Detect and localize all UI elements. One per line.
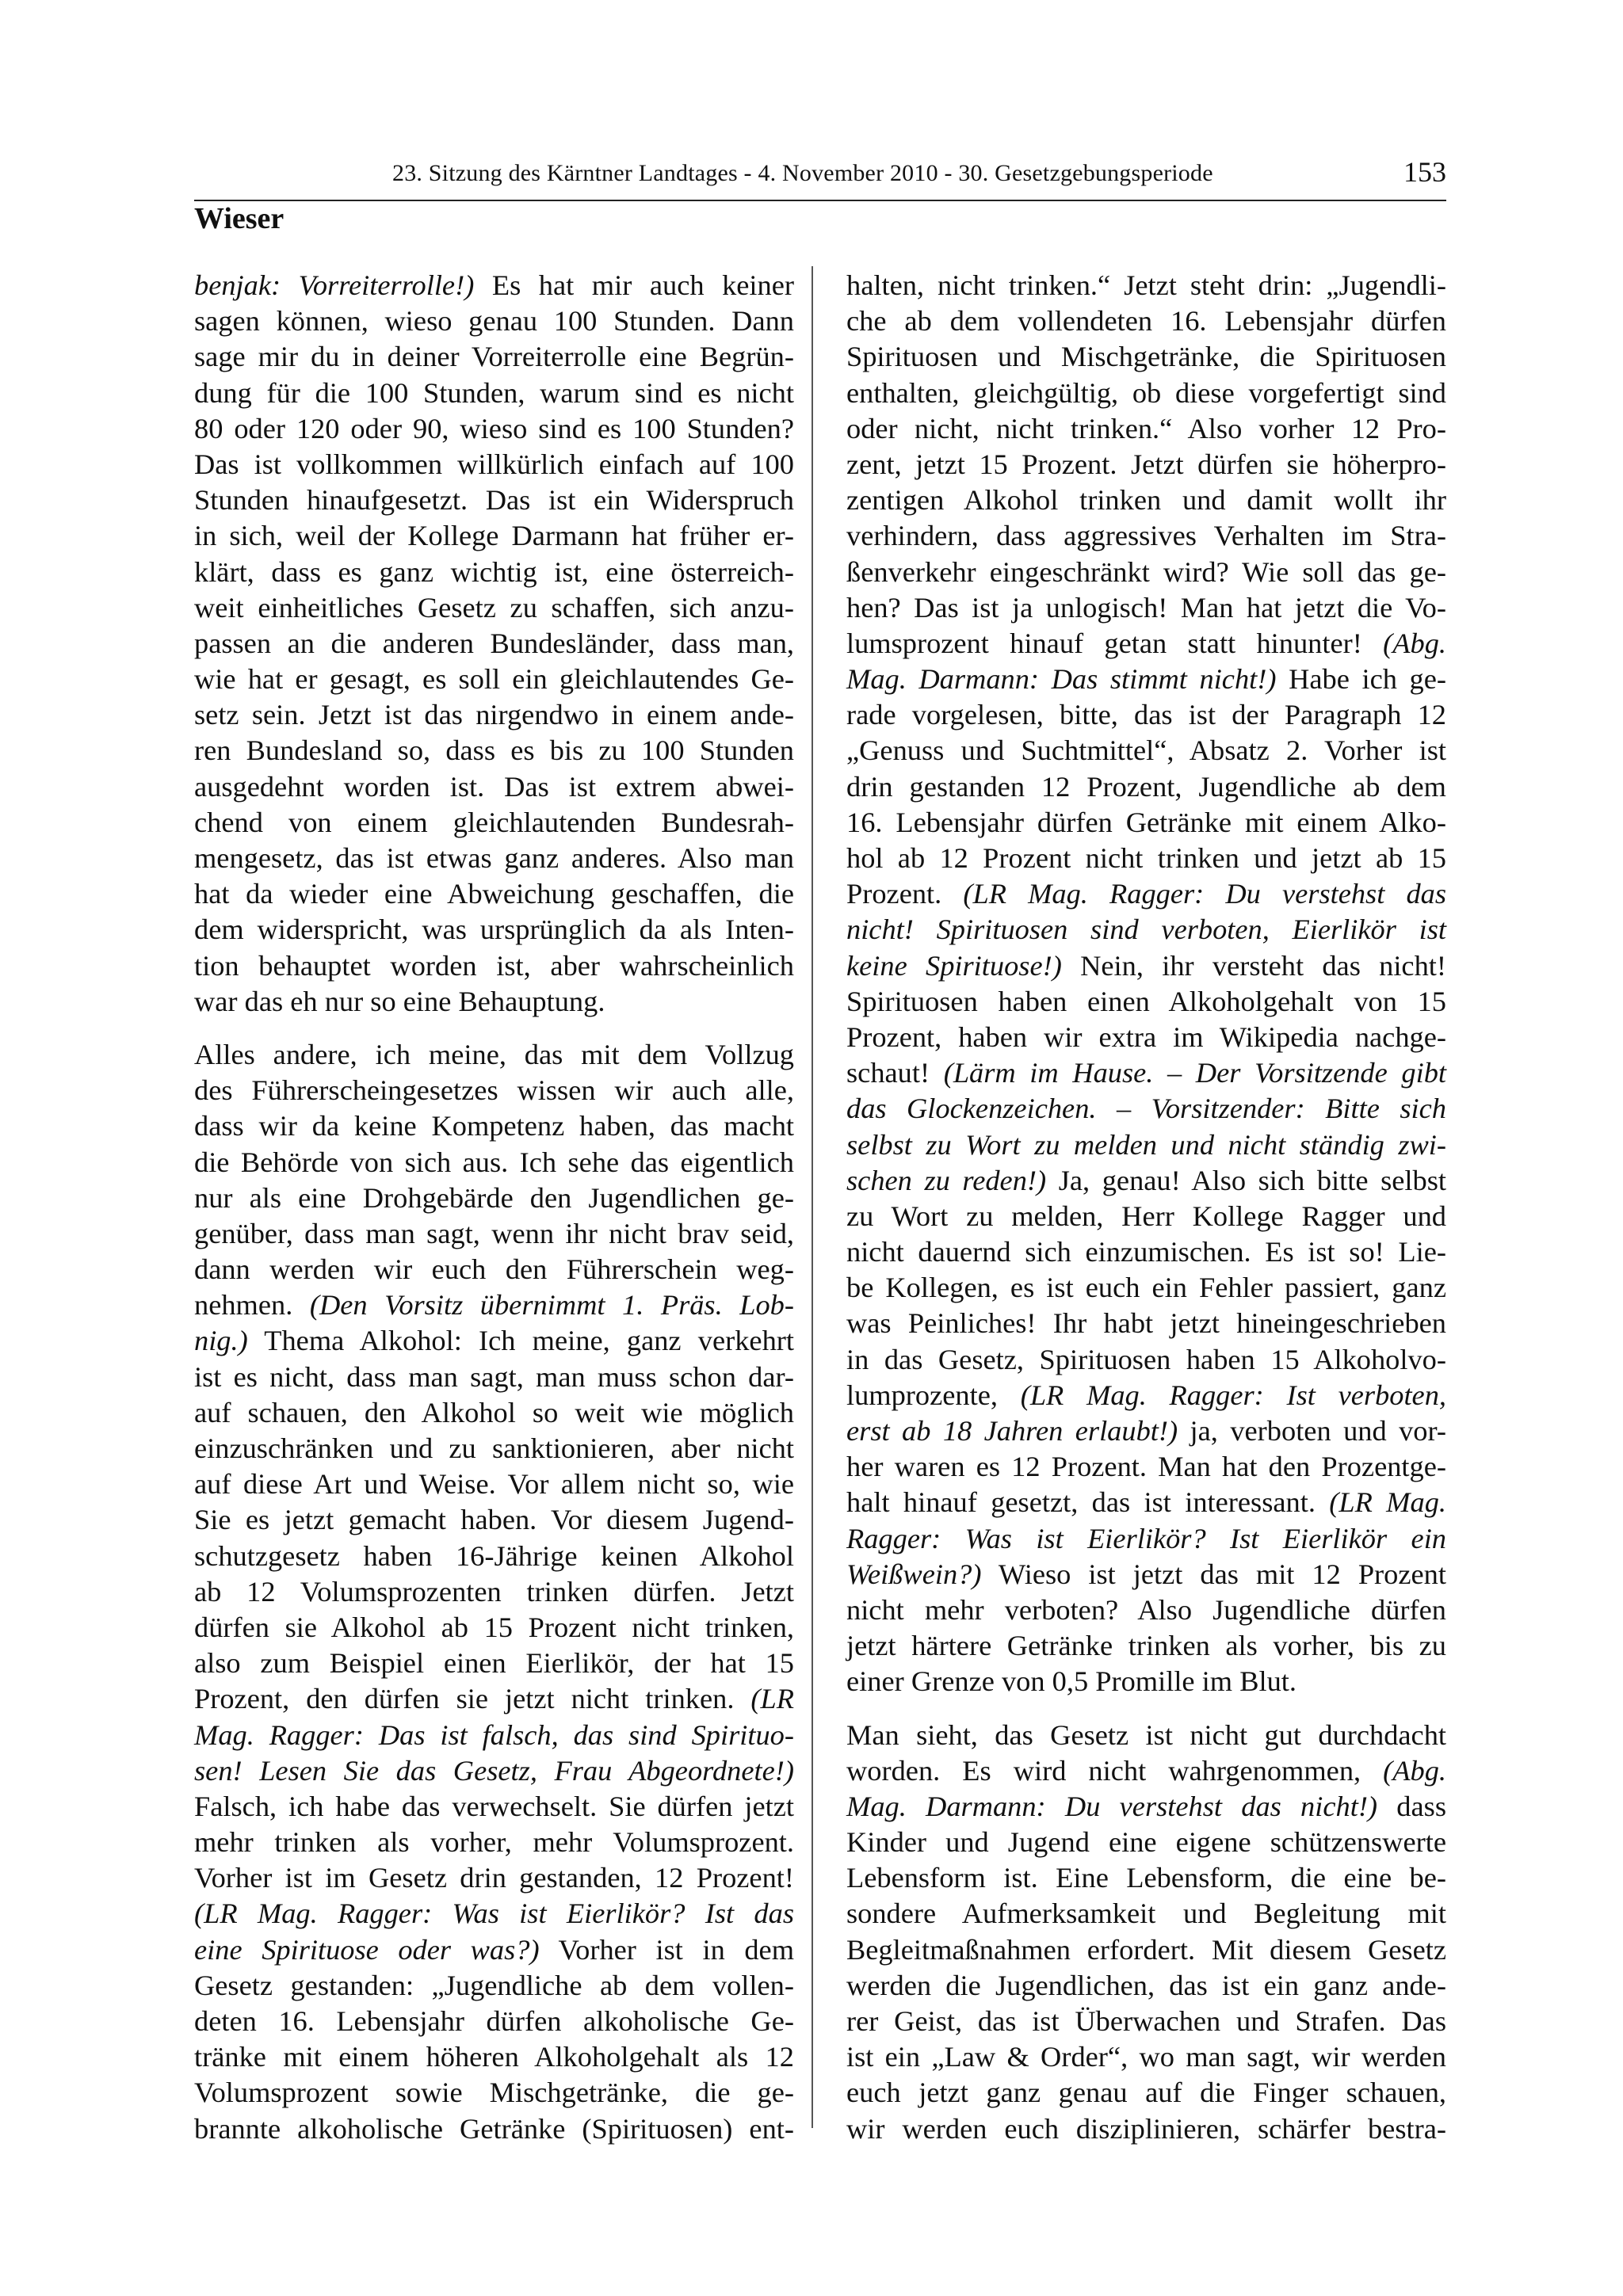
speech-text: zu Wort zu melden, Herr Kollege Ragger und <box>846 1199 1446 1232</box>
interjection-text: selbst zu Wort zu melden und nicht ständig zwi- <box>846 1128 1446 1161</box>
speech-text: 80 oder 120 oder 90, wieso sind es 100 Stunden? <box>194 412 794 444</box>
speech-text: passen an die anderen Bundesländer, dass man, <box>194 627 794 659</box>
speech-text: einer Grenze von 0,5 Promille im Blut. <box>846 1665 1296 1698</box>
speech-text: weit einheitliches Gesetz zu schaffen, sich anzu- <box>194 591 794 624</box>
text-line <box>846 482 1446 518</box>
speech-text: Wieso ist jetzt das mit 12 Prozent <box>981 1558 1446 1590</box>
speech-text: schaut! <box>846 1057 944 1089</box>
speech-text: dürfen sie Alkohol ab 15 Prozent nicht trinken, <box>194 1611 794 1643</box>
text-line <box>846 697 1446 733</box>
interjection-text: erst ab 18 Jahren erlaubt!) <box>846 1415 1178 1447</box>
text-line <box>194 411 794 447</box>
speech-text: Vorher ist im Gesetz drin gestanden, 12 Prozent! <box>194 1862 794 1894</box>
text-line <box>194 841 794 876</box>
speech-text: nicht mehr verboten? Also Jugendliche dürfen <box>846 1593 1446 1626</box>
speech-text: verhindern, dass aggressives Verhalten im Stra- <box>846 520 1446 552</box>
text-line <box>194 1860 794 1896</box>
speech-text: worden. Es wird nicht wahrgenommen, <box>846 1754 1384 1787</box>
speech-text: Falsch, ich habe das verwechselt. Sie dürfen jetzt <box>194 1790 794 1822</box>
speech-text: halten, nicht trinken.“ Jetzt steht drin: „Jugendli- <box>846 269 1446 301</box>
text-line <box>194 626 794 662</box>
text-line <box>194 1037 794 1073</box>
text-line <box>194 1252 794 1287</box>
text-line <box>194 447 794 482</box>
text-line <box>846 841 1446 876</box>
speech-text: „Genuss und Suchtmittel“, Absatz 2. Vorher ist <box>846 734 1446 767</box>
interjection-text: (LR Mag. Ragger: Ist verboten, <box>1020 1379 1447 1411</box>
text-line <box>846 1413 1446 1449</box>
paragraph-gap <box>194 1020 794 1037</box>
text-line <box>846 1163 1446 1199</box>
speech-text: Begleitmaßnahmen erfordert. Mit diesem Gesetz <box>846 1933 1446 1966</box>
text-line <box>194 1718 794 1753</box>
text-line <box>194 2111 794 2147</box>
header-rule <box>194 200 1446 201</box>
page-number: 153 <box>1403 156 1446 188</box>
speech-text: in sich, weil der Kollege Darmann hat früher er- <box>194 520 794 552</box>
right-column <box>846 268 1446 2147</box>
text-line <box>194 1610 794 1646</box>
speech-text: auf schauen, den Alkohol so weit wie möglich <box>194 1396 794 1428</box>
speech-text: setz sein. Jetzt ist das nirgendwo in einem ande- <box>194 699 794 731</box>
text-line <box>194 482 794 518</box>
text-line <box>194 2075 794 2111</box>
speech-text: drin gestanden 12 Prozent, Jugendliche ab dem <box>846 770 1446 803</box>
speech-text: Volumsprozent sowie Mischgetränke, die ge- <box>194 2077 794 2109</box>
text-line <box>194 1073 794 1108</box>
speech-text: genüber, dass man sagt, wenn ihr nicht brav seid, <box>194 1217 794 1249</box>
text-line <box>194 1216 794 1252</box>
speech-text: auf diese Art und Weise. Vor allem nicht so, wie <box>194 1468 794 1501</box>
speech-text: rade vorgelesen, bitte, das ist der Paragraph 12 <box>846 699 1446 731</box>
text-line <box>846 1020 1446 1055</box>
speech-text: schutzgesetz haben 16-Jährige keinen Alkohol <box>194 1539 794 1572</box>
text-line <box>846 1378 1446 1413</box>
speech-text: jetzt härtere Getränke trinken als vorher, bis zu <box>846 1630 1446 1662</box>
speech-text: einzuschränken und zu sanktionieren, aber nicht <box>194 1432 794 1464</box>
text-line <box>194 1539 794 1574</box>
speech-text: nur als eine Drohgebärde den Jugendlichen ge- <box>194 1181 794 1214</box>
speech-text: lumsprozent hinauf getan statt hinunter! <box>846 627 1384 659</box>
text-line <box>846 805 1446 841</box>
text-line <box>194 518 794 554</box>
text-line <box>846 626 1446 662</box>
text-line <box>846 1342 1446 1378</box>
text-line <box>194 1145 794 1180</box>
text-line <box>846 733 1446 769</box>
text-line <box>194 805 794 841</box>
speech-text: her waren es 12 Prozent. Man hat den Prozentge- <box>846 1451 1446 1483</box>
speech-text: Das ist vollkommen willkürlich einfach auf 100 <box>194 448 794 480</box>
text-line <box>846 2004 1446 2039</box>
header-title: 23. Sitzung des Kärntner Landtages - 4. November 2010 - 30. Gesetzgebungsperiode <box>392 160 1213 186</box>
speech-text: Kinder und Jugend eine eigene schützenswerte <box>846 1826 1446 1859</box>
speech-text: hat da wieder eine Abweichung geschaffen, die <box>194 878 794 910</box>
interjection-text: Mag. Darmann: Das stimmt nicht!) <box>846 663 1277 696</box>
text-line <box>846 590 1446 626</box>
text-line <box>846 1485 1446 1520</box>
speech-text: Es hat mir auch keiner <box>474 269 794 301</box>
text-line <box>194 1502 794 1538</box>
speech-text: Thema Alkohol: Ich meine, ganz verkehrt <box>247 1325 794 1357</box>
speech-text: ist es nicht, dass man sagt, man muss schon dar- <box>194 1360 794 1393</box>
speech-text: oder nicht, nicht trinken.“ Also vorher 12 Pro- <box>846 412 1446 444</box>
text-line <box>846 1557 1446 1592</box>
text-line <box>194 1287 794 1323</box>
speech-text: be Kollegen, es ist euch ein Fehler passiert, ganz <box>846 1272 1446 1304</box>
text-line <box>846 1127 1446 1163</box>
page-header <box>194 155 1446 201</box>
speech-text: zent, jetzt 15 Prozent. Jetzt dürfen sie höherpro- <box>846 448 1446 480</box>
interjection-text: Mag. Darmann: Du verstehst das nicht!) <box>846 1790 1378 1822</box>
interjection-text: benjak: Vorreiterrolle!) <box>194 269 475 301</box>
speech-text: hen? Das ist ja unlogisch! Man hat jetzt die Vo- <box>846 591 1446 624</box>
text-line <box>846 1270 1446 1306</box>
text-line <box>194 2004 794 2039</box>
speech-text: nicht dauernd sich einzumischen. Es ist so! Lie- <box>846 1236 1446 1268</box>
text-line <box>846 2039 1446 2075</box>
speech-text: Prozent. <box>846 878 964 910</box>
interjection-text: (Den Vorsitz übernimmt 1. Präs. Lob- <box>309 1289 794 1322</box>
speech-text: Gesetz gestanden: „Jugendliche ab dem vollen- <box>194 1969 794 2001</box>
speech-text: wir werden euch disziplinieren, schärfer bestra- <box>846 2112 1446 2145</box>
text-line <box>194 697 794 733</box>
text-line <box>846 303 1446 339</box>
speech-text: ren Bundesland so, dass es bis zu 100 Stunden <box>194 734 794 767</box>
speech-text: Alles andere, ich meine, das mit dem Vollzug <box>194 1038 794 1070</box>
speech-text: des Führerscheingesetzes wissen wir auch alle, <box>194 1074 794 1107</box>
speech-text: Ja, genau! Also sich bitte selbst <box>1046 1164 1447 1196</box>
speech-text: Lebensform ist. Eine Lebensform, die eine be- <box>846 1862 1446 1894</box>
text-line <box>194 2039 794 2075</box>
speech-text: lumprozente, <box>846 1379 1021 1411</box>
text-line <box>846 1664 1446 1699</box>
text-line <box>846 1306 1446 1341</box>
speech-text: Prozent, haben wir extra im Wikipedia nachge- <box>846 1020 1446 1053</box>
speech-text: ausgedehnt worden ist. Das ist extrem abwei- <box>194 770 794 803</box>
text-line <box>194 1646 794 1681</box>
interjection-text: nicht! Spirituosen sind verboten, Eierlikör ist <box>846 913 1446 946</box>
text-line <box>194 1825 794 1860</box>
text-line <box>846 1055 1446 1091</box>
text-line <box>846 984 1446 1020</box>
text-line <box>194 339 794 375</box>
text-line <box>846 2111 1446 2147</box>
speech-text: werden die Jugendlichen, das ist ein ganz ande- <box>846 1969 1446 2001</box>
text-line <box>194 303 794 339</box>
text-line <box>846 268 1446 303</box>
speech-text: halt hinauf gesetzt, das ist interessant. <box>846 1486 1330 1519</box>
text-line <box>846 912 1446 948</box>
column-divider <box>812 266 813 2128</box>
speech-text: sage mir du in deiner Vorreiterrolle eine Begrün- <box>194 341 794 373</box>
speech-text: mengesetz, das ist etwas ganz anderes. Also man <box>194 842 794 874</box>
text-line <box>846 1091 1446 1127</box>
text-line <box>194 948 794 984</box>
speech-text: rer Geist, das ist Überwachen und Strafen. Das <box>846 2005 1446 2037</box>
left-column <box>194 268 794 2147</box>
text-line <box>194 1431 794 1466</box>
interjection-text: Ragger: Was ist Eierlikör? Ist Eierlikör ein <box>846 1522 1446 1554</box>
text-line <box>194 733 794 769</box>
text-line <box>846 948 1446 984</box>
speech-text: Sie es jetzt gemacht haben. Vor diesem Jugend- <box>194 1504 794 1536</box>
speaker-name: Wieser <box>194 202 285 235</box>
text-line <box>194 268 794 303</box>
text-line <box>194 1789 794 1825</box>
text-line <box>846 1968 1446 2004</box>
speech-text: Vorher ist in dem <box>539 1933 794 1966</box>
text-line <box>194 1753 794 1789</box>
speech-text: ab 12 Volumsprozenten trinken dürfen. Jetzt <box>194 1575 794 1608</box>
speech-text: Nein, ihr versteht das nicht! <box>1061 949 1447 982</box>
speech-text: 16. Lebensjahr dürfen Getränke mit einem Alko- <box>846 806 1446 838</box>
text-line <box>846 769 1446 805</box>
speech-text: sondere Aufmerksamkeit und Begleitung mit <box>846 1897 1446 1930</box>
speech-text: die Behörde von sich aus. Ich sehe das eigentlich <box>194 1146 794 1178</box>
text-line <box>194 1360 794 1395</box>
text-line <box>846 1896 1446 1932</box>
text-line <box>846 1718 1446 1753</box>
speech-text: Prozent, den dürfen sie jetzt nicht trinken. <box>194 1683 751 1715</box>
speech-text: euch jetzt ganz genau auf die Finger schauen, <box>846 2077 1446 2109</box>
speech-text: dem widerspricht, was ursprünglich da als Inten- <box>194 913 794 946</box>
paragraph-gap <box>846 1700 1446 1718</box>
text-line <box>846 1753 1446 1789</box>
text-line <box>194 590 794 626</box>
interjection-text: (LR Mag. <box>1329 1486 1446 1519</box>
text-line <box>846 1449 1446 1485</box>
speech-text: che ab dem vollendeten 16. Lebensjahr dürfen <box>846 305 1446 338</box>
speech-text: hol ab 12 Prozent nicht trinken und jetzt ab 15 <box>846 842 1446 874</box>
speech-text: also zum Beispiel einen Eierlikör, der hat 15 <box>194 1647 794 1680</box>
text-line <box>194 984 794 1020</box>
text-line <box>846 447 1446 482</box>
text-line <box>194 1574 794 1610</box>
text-line <box>194 1681 794 1717</box>
text-line <box>846 1789 1446 1825</box>
speech-text: ßenverkehr eingeschränkt wird? Wie soll das ge- <box>846 555 1446 588</box>
interjection-text: (Lärm im Hause. – Der Vorsitzende gibt <box>943 1057 1447 1089</box>
text-line <box>846 1860 1446 1896</box>
interjection-text: (Abg. <box>1383 627 1446 659</box>
text-line <box>194 1395 794 1431</box>
text-line <box>194 912 794 948</box>
interjection-text: (LR <box>750 1683 794 1715</box>
text-line <box>846 1628 1446 1664</box>
interjection-text: (LR Mag. Ragger: Was ist Eierlikör? Ist das <box>194 1897 794 1930</box>
interjection-text: (Abg. <box>1383 1754 1446 1787</box>
speech-text: wie hat er gesagt, es soll ein gleichlautendes Ge- <box>194 663 794 696</box>
speech-text: dass <box>1377 1790 1446 1822</box>
interjection-text: sen! Lesen Sie das Gesetz, Frau Abgeordnete!) <box>194 1754 794 1787</box>
text-line <box>194 1466 794 1502</box>
speech-text: was Peinliches! Ihr habt jetzt hineingeschrieben <box>846 1307 1446 1340</box>
text-line <box>194 555 794 590</box>
text-line <box>846 1199 1446 1234</box>
speech-text: Man sieht, das Gesetz ist nicht gut durchdacht <box>846 1718 1446 1751</box>
text-line <box>846 1234 1446 1270</box>
speech-text: klärt, dass es ganz wichtig ist, eine österreich- <box>194 555 794 588</box>
speech-text: Stunden hinaufgesetzt. Das ist ein Widerspruch <box>194 484 794 517</box>
speech-text: dann werden wir euch den Führerschein weg- <box>194 1253 794 1286</box>
speech-text: nehmen. <box>194 1289 310 1322</box>
text-line <box>194 1932 794 1968</box>
speech-text: tränke mit einem höheren Alkoholgehalt als 12 <box>194 2041 794 2073</box>
text-line <box>846 555 1446 590</box>
text-line <box>194 1108 794 1144</box>
speech-text: ist ein „Law & Order“, wo man sagt, wir werden <box>846 2041 1446 2073</box>
speech-text: enthalten, gleichgültig, ob diese vorgefertigt sind <box>846 376 1446 409</box>
text-line <box>846 1592 1446 1628</box>
interjection-text: eine Spirituose oder was?) <box>194 1933 540 1966</box>
text-line <box>846 876 1446 912</box>
speech-text: zentigen Alkohol trinken und damit wollt ihr <box>846 484 1446 517</box>
interjection-text: Weißwein?) <box>846 1558 982 1590</box>
speech-text: dass wir da keine Kompetenz haben, das macht <box>194 1110 794 1142</box>
speech-text: Spirituosen haben einen Alkoholgehalt von 15 <box>846 985 1446 1017</box>
text-line <box>846 339 1446 375</box>
speech-text: ja, verboten und vor- <box>1178 1415 1446 1447</box>
speech-text: war das eh nur so eine Behauptung. <box>194 985 605 1017</box>
text-line <box>194 876 794 912</box>
interjection-text: (LR Mag. Ragger: Du verstehst das <box>963 878 1447 910</box>
text-line <box>194 1896 794 1932</box>
text-line <box>846 376 1446 411</box>
interjection-text: das Glockenzeichen. – Vorsitzender: Bitte sich <box>846 1093 1446 1125</box>
speech-text: brannte alkoholische Getränke (Spirituosen) ent- <box>194 2112 794 2145</box>
text-line <box>846 662 1446 697</box>
text-line <box>194 1968 794 2004</box>
text-line <box>846 1825 1446 1860</box>
speech-text: Habe ich ge- <box>1276 663 1446 696</box>
interjection-text: Mag. Ragger: Das ist falsch, das sind Spirituo- <box>194 1718 794 1751</box>
text-line <box>194 376 794 411</box>
text-line <box>846 1932 1446 1968</box>
speech-text: deten 16. Lebensjahr dürfen alkoholische Ge- <box>194 2005 794 2037</box>
text-line <box>846 1521 1446 1557</box>
interjection-text: nig.) <box>194 1325 248 1357</box>
interjection-text: keine Spirituose!) <box>846 949 1062 982</box>
speech-text: tion behauptet worden ist, aber wahrscheinlich <box>194 949 794 982</box>
text-line <box>194 662 794 697</box>
text-line <box>846 518 1446 554</box>
text-line <box>194 1180 794 1216</box>
speech-text: dung für die 100 Stunden, warum sind es nicht <box>194 376 794 409</box>
text-line <box>846 2075 1446 2111</box>
speech-text: in das Gesetz, Spirituosen haben 15 Alkoholvo- <box>846 1343 1446 1375</box>
interjection-text: schen zu reden!) <box>846 1164 1047 1196</box>
speech-text: mehr trinken als vorher, mehr Volumsprozent. <box>194 1826 794 1859</box>
text-line <box>846 411 1446 447</box>
text-line <box>194 1323 794 1359</box>
speech-text: sagen können, wieso genau 100 Stunden. Dann <box>194 305 794 338</box>
speech-text: chend von einem gleichlautenden Bundesrah- <box>194 806 794 838</box>
text-line <box>194 769 794 805</box>
speech-text: Spirituosen und Mischgetränke, die Spirituosen <box>846 341 1446 373</box>
